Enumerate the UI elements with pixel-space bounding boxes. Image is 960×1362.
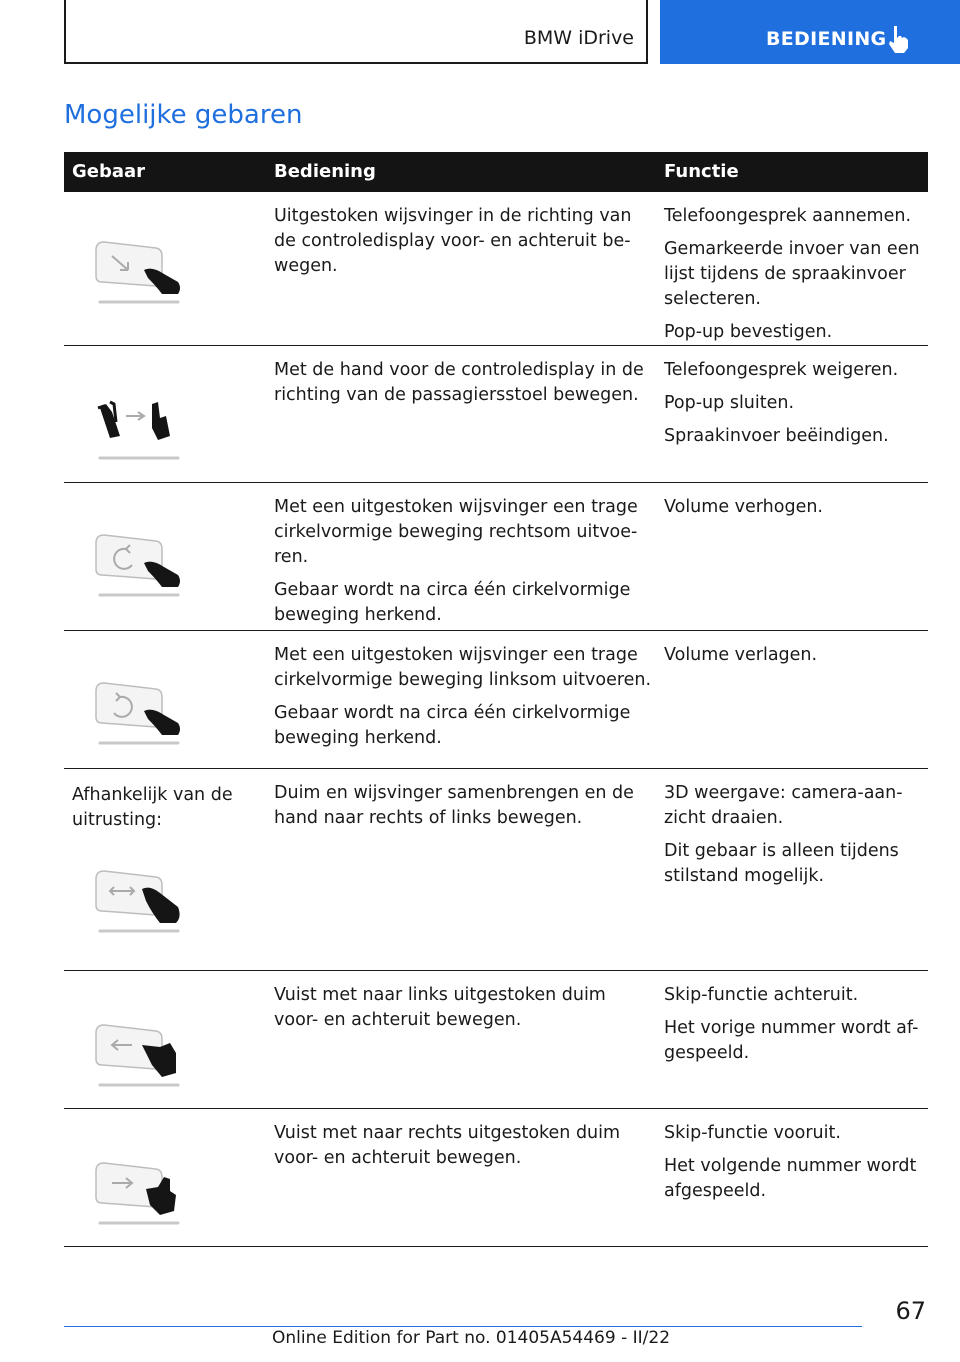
gesture-cell [72,783,262,833]
footer-divider [64,1326,862,1327]
functie-text: Dit gebaar is alleen tijdens stilstand mogelijk. [664,841,899,886]
gestures-table [64,152,928,1247]
table-row [64,346,928,483]
bediening-cell [274,983,654,1041]
thumb-left-icon [86,1009,186,1089]
bediening-text: Met een uitgestoken wijsvinger een trage cirkelvormige beweging linksom uitvoeren. [274,645,652,690]
pinch-drag-icon [86,855,186,935]
bediening-cell [274,1121,654,1179]
functie-text: Volume verlagen. [664,645,818,665]
header-product-label: BMW iDrive [523,27,634,49]
table-row [64,192,928,346]
table-row [64,631,928,769]
bediening-text: Met een uitgestoken wijsvinger een trage cirkelvormige beweging rechtsom uitvoe-ren. [274,497,638,567]
functie-cell [664,643,928,676]
functie-text: 3D weergave: camera-aan-zicht draaien. [664,783,903,828]
hand-swipe-icon [86,382,186,462]
thumb-right-icon [86,1147,186,1227]
bediening-text: Met de hand voor de controledisplay in de richting van de passagiersstoel bewegen. [274,360,644,405]
functie-text: Het vorige nummer wordt af-gespeeld. [664,1018,919,1063]
bediening-cell [274,358,654,416]
page-title: Mogelijke gebaren [64,100,303,130]
bediening-cell [274,204,654,287]
bediening-text: Vuist met naar links uitgestoken duim voor- en achteruit bewegen. [274,985,606,1030]
header-left-tab [64,0,648,64]
bediening-text: Vuist met naar rechts uitgestoken duim voor- en achteruit bewegen. [274,1123,621,1168]
column-header-bediening: Bediening [274,161,376,182]
header-section-tab [660,0,960,64]
table-row [64,971,928,1109]
gebaar-note: Afhankelijk van de uitrusting: [72,785,233,830]
header-section-label: BEDIENING [766,28,887,50]
pointing-hand-icon [886,24,912,54]
functie-text: Telefoongesprek weigeren. [664,360,899,380]
page-number: 67 [895,1297,926,1325]
table-row [64,483,928,631]
functie-text: Gemarkeerde invoer van een lijst tijdens de spraakinvoer selecteren. [664,239,920,309]
functie-cell [664,781,928,897]
bediening-cell [274,781,654,839]
footer-edition: Online Edition for Part no. 01405A54469 - II/22 [272,1328,671,1348]
functie-cell [664,358,928,457]
functie-cell [664,495,928,528]
circle-counterclockwise-icon [86,667,186,747]
table-row [64,1109,928,1247]
bediening-text: Gebaar wordt na circa één cirkelvormige beweging herkend. [274,703,631,748]
functie-cell [664,204,928,353]
functie-text: Skip-functie achteruit. [664,985,859,1005]
bediening-text: Uitgestoken wijsvinger in de richting van de controledisplay voor- en achteruit be-wegen. [274,206,632,276]
table-row [64,769,928,971]
functie-text: Pop-up sluiten. [664,393,795,413]
functie-cell [664,1121,928,1212]
functie-text: Telefoongesprek aannemen. [664,206,912,226]
bediening-text: Gebaar wordt na circa één cirkelvormige beweging herkend. [274,580,631,625]
column-header-functie: Functie [664,161,739,182]
functie-text: Pop-up bevestigen. [664,322,833,342]
circle-clockwise-icon [86,519,186,599]
finger-swipe-icon [86,226,186,306]
bediening-text: Duim en wijsvinger samenbrengen en de hand naar rechts of links bewegen. [274,783,634,828]
functie-text: Het volgende nummer wordt afgespeeld. [664,1156,917,1201]
table-header [64,152,928,192]
functie-cell [664,983,928,1074]
column-header-gebaar: Gebaar [72,161,146,182]
functie-text: Spraakinvoer beëindigen. [664,426,889,446]
bediening-cell [274,643,654,759]
bediening-cell [274,495,654,636]
functie-text: Volume verhogen. [664,497,823,517]
functie-text: Skip-functie vooruit. [664,1123,841,1143]
